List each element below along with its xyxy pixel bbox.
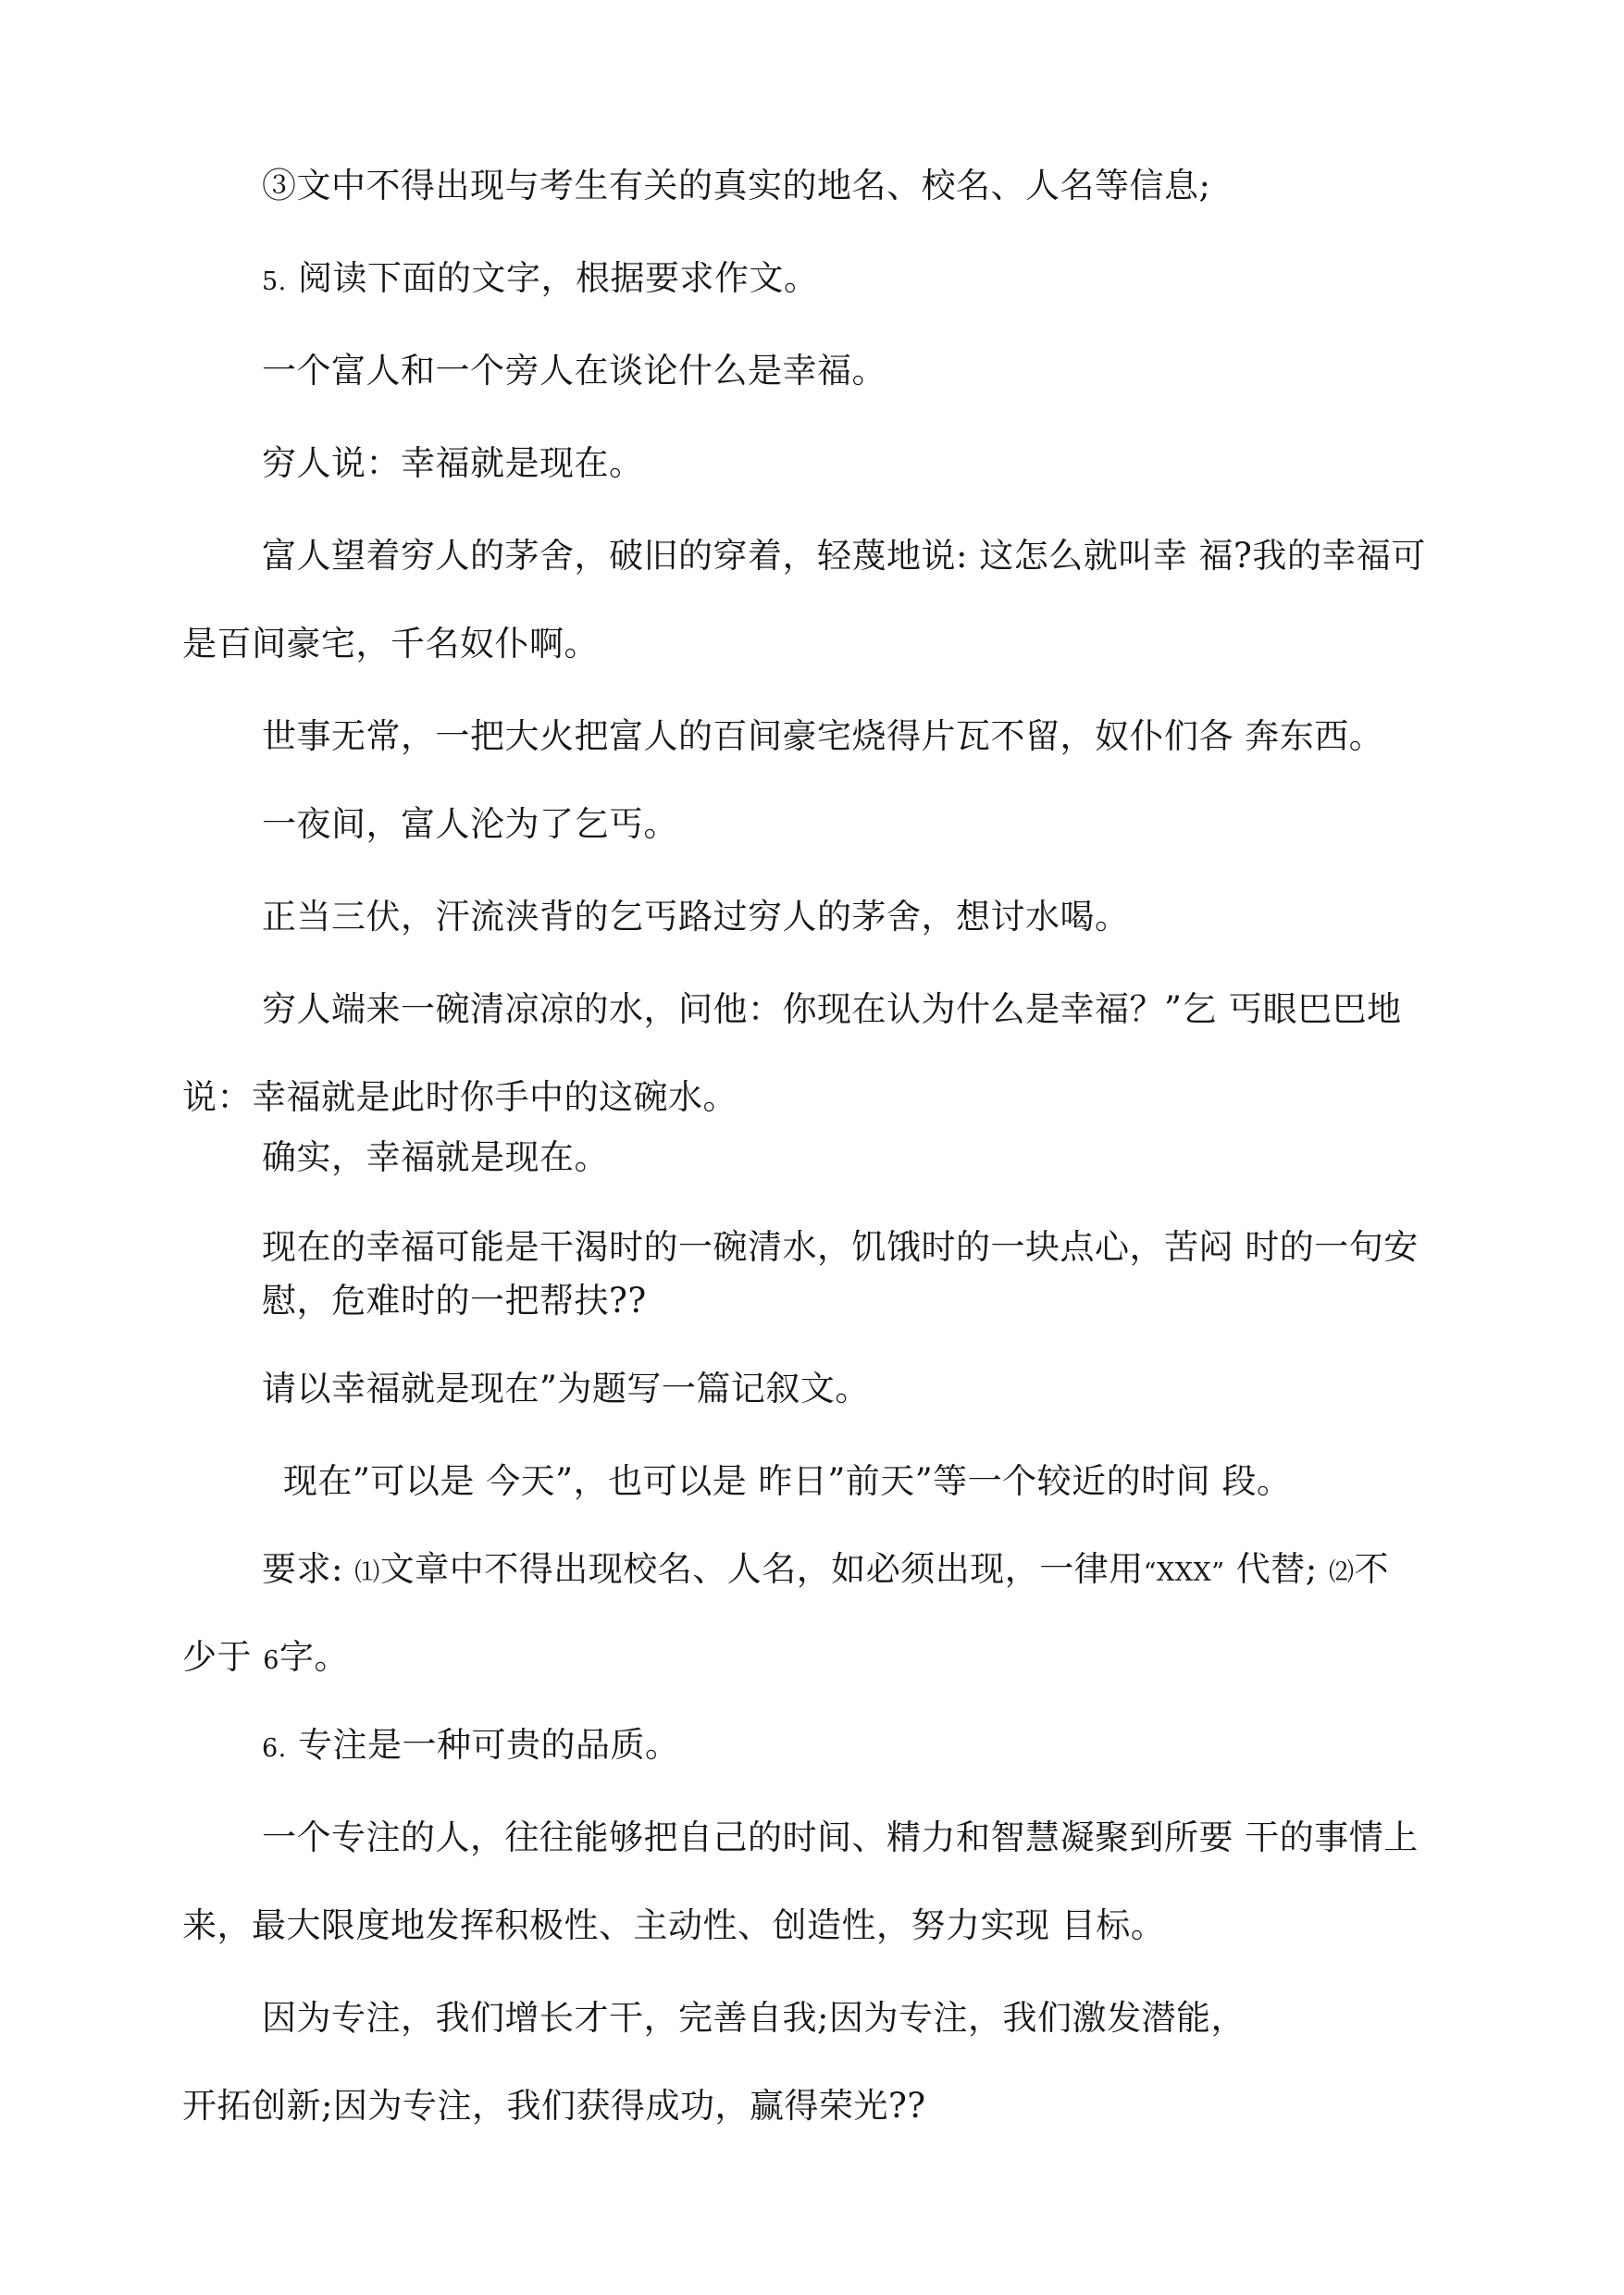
paragraph-line: 穷人端来一碗清凉凉的水，问他：你现在认为什么是幸福？”乞 丐眼巴巴地 xyxy=(262,989,1402,1029)
requirement-text: 字。 xyxy=(279,1637,349,1677)
paragraph-line: 请以幸福就是现在”为题写一篇记叙文。 xyxy=(262,1369,870,1408)
paragraph-line: 一个富人和一个旁人在谈论什么是幸福。 xyxy=(262,351,886,391)
item-marker-1: ⑴ xyxy=(354,1558,380,1587)
paragraph-line: 正当三伏，汗流浃背的乞丐路过穷人的茅舍，想讨水喝。 xyxy=(262,897,1130,937)
question-number: 5. xyxy=(262,267,287,296)
requirements-line-continued xyxy=(182,1636,349,1682)
paragraph-line: 因为专注，我们增长才干，完善自我;因为专注，我们激发潜能， xyxy=(262,1998,1246,2038)
paragraph-line: 是百间豪宅，千名奴仆啊。 xyxy=(182,624,599,664)
requirement-text: 代替; xyxy=(1224,1549,1330,1589)
paragraph-line: ③文中不得出现与考生有关的真实的地名、校名、人名等信息; xyxy=(262,166,1211,205)
requirement-text: 文章中不得出现校名、人名，如必须出现，一律用 xyxy=(379,1549,1144,1589)
paragraph-line: 一夜间，富人沦为了乞丐。 xyxy=(262,804,678,844)
paragraph-line: 来，最大限度地发挥积极性、主动性、创造性，努力实现 目标。 xyxy=(182,1905,1166,1945)
question-6-heading xyxy=(262,1724,680,1770)
question-number: 6. xyxy=(262,1734,287,1763)
paragraph-line: 穷人说：幸福就是现在。 xyxy=(262,443,644,483)
requirement-text: 少于 xyxy=(182,1637,264,1677)
requirements-line xyxy=(262,1548,1389,1594)
paragraph-line: 开拓创新;因为专注，我们获得成功，赢得荣光?? xyxy=(182,2086,926,2126)
paragraph-line: 世事无常，一把大火把富人的百间豪宅烧得片瓦不留，奴仆们各 奔东西。 xyxy=(262,716,1384,756)
paragraph-line: 现在的幸福可能是干渴时的一碗清水，饥饿时的一块点心，苦闷 时的一句安 xyxy=(262,1227,1419,1267)
question-text: 专注是一种可贵的品质。 xyxy=(298,1725,680,1765)
paragraph-line: 慰，危难时的一把帮扶?? xyxy=(262,1281,647,1321)
requirement-text: 不 xyxy=(1354,1549,1390,1589)
paragraph-line: 一个专注的人，往往能够把自己的时间、精力和智慧凝聚到所要 干的事情上 xyxy=(262,1817,1419,1857)
paragraph-line: 确实，幸福就是现在。 xyxy=(262,1137,609,1177)
word-count-number: 6 xyxy=(263,1646,279,1675)
item-marker-2: ⑵ xyxy=(1329,1558,1355,1587)
question-text: 阅读下面的文字，根据要求作文。 xyxy=(298,258,819,298)
requirements-label: 要求: xyxy=(262,1549,355,1589)
paragraph-line: 说：幸福就是此时你手中的这碗水。 xyxy=(182,1077,738,1117)
question-5-heading xyxy=(262,257,819,304)
paragraph-line: 现在”可以是 今天”，也可以是 昨日”前天”等一个较近的时间 段。 xyxy=(283,1461,1292,1501)
paragraph-line: 富人望着穷人的茅舍，破旧的穿着，轻蔑地说: 这怎么就叫幸 福?我的幸福可 xyxy=(262,536,1426,576)
placeholder-xxx: “XXX” xyxy=(1143,1558,1225,1587)
